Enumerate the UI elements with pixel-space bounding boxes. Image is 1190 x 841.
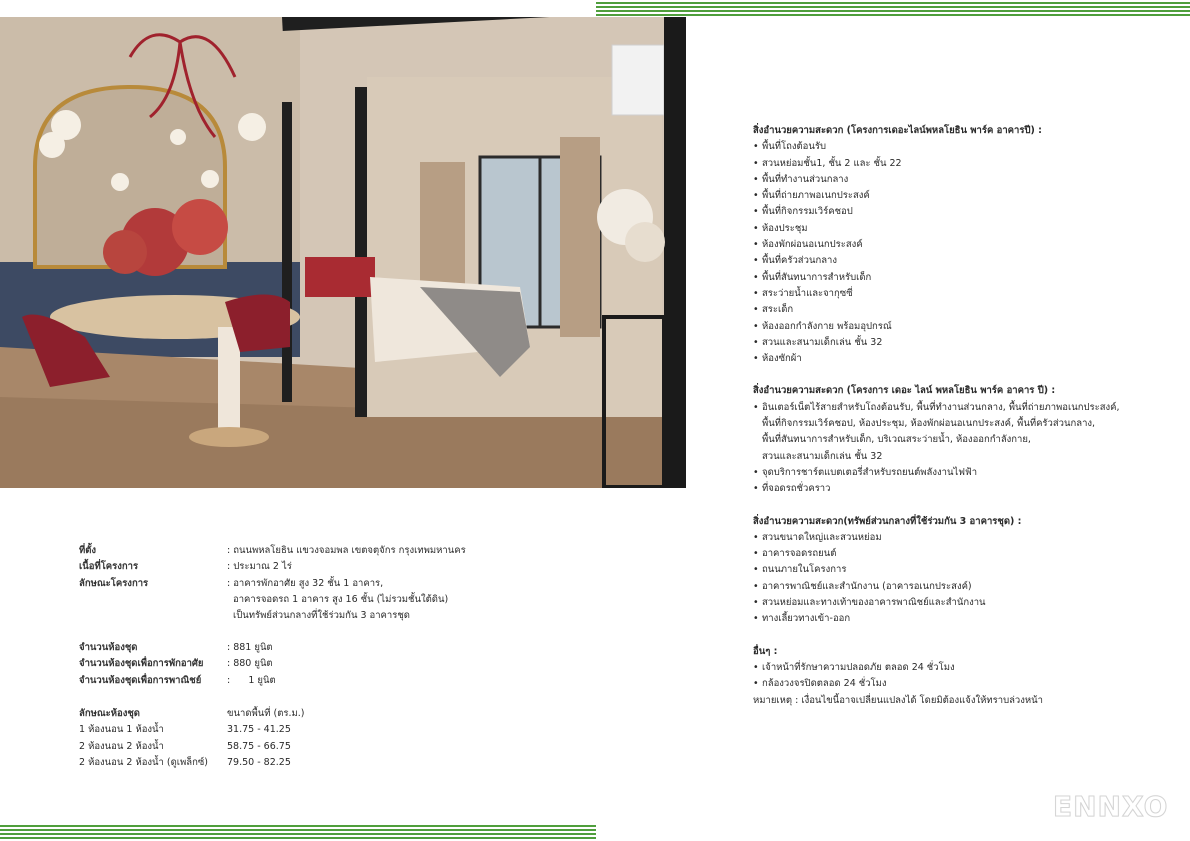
list-item: • ถนนภายในโครงการ [753,562,1173,578]
list-item: • กล้องวงจรปิดตลอด 24 ชั่วโมง [753,676,1173,692]
facilities-group-3 [753,514,1173,628]
location-label: ที่ตั้ง [79,545,97,556]
unit-type-row-3: 2 ห้องนอน 2 ห้องน้ำ (ดูเพล็กซ์) [79,756,209,768]
list-item: • พื้นที่สันทนาการสำหรับเด็ก [753,270,1173,286]
facilities-group-2 [753,383,1173,497]
facilities-3-title: สิ่งอำนวยความสะดวก(ทรัพย์ส่วนกลางที่ใช้ร่วมกัน 3 อาคารชุด) : [753,515,1022,527]
list-item: • พื้นที่โถงต้อนรับ [753,139,1173,155]
others-list [753,660,1173,693]
list-item: • พื้นที่ถ่ายภาพอเนกประสงค์ [753,188,1173,204]
list-item: • พื้นที่ครัวส่วนกลาง [753,253,1173,269]
list-item: • สวนและสนามเด็กเล่น ชั้น 32 [753,335,1173,351]
type-value-2: อาคารจอดรถ 1 อาคาร สูง 16 ชั้น (ไม่รวมชั้นใต้ดิน) [233,593,449,605]
list-item: • เจ้าหน้าที่รักษาความปลอดภัย ตลอด 24 ชั่วโมง [753,660,1173,676]
list-item: • สระว่ายน้ำและจากุซซี่ [753,286,1173,302]
project-info-values [227,543,466,624]
list-item: • จุดบริการชาร์ตแบตเตอรี่สำหรับรถยนต์พลังงานไฟฟ้า [753,465,1173,481]
unit-size-row-3: 79.50 - 82.25 [227,756,291,768]
unit-size-column [227,706,305,771]
facility-2-line-1: • อินเตอร์เน็ตไร้สายสำหรับโถงต้อนรับ, พื้นที่ทำงานส่วนกลาง, พื้นที่ถ่ายภาพอเนกประสงค์, [762,401,1120,413]
residential-units-value: : 880 ยูนิต [227,658,273,670]
commercial-units-label: จำนวนห้องชุดเพื่อการพาณิชย์ [79,674,202,686]
facilities-2-title: สิ่งอำนวยความสะดวก (โครงการ เดอะ ไลน์ พหลโยธิน พาร์ค อาคาร ปี) : [753,385,1056,397]
list-item: • อาคารจอดรถยนต์ [753,546,1173,562]
ennxo-watermark-logo: ENNXO [1053,790,1169,823]
unit-types-table [79,706,208,771]
units-labels [79,640,204,689]
facilities-1-list [753,139,1173,367]
unit-type-header: ลักษณะห้องชุด [79,708,140,719]
top-stripe-decoration [596,2,1190,16]
unit-type-row-1: 1 ห้องนอน 1 ห้องน้ำ [79,724,164,736]
list-item: • สระเด็ก [753,302,1173,318]
type-value-3: เป็นทรัพย์ส่วนกลางที่ใช้ร่วมกัน 3 อาคารชุด [233,610,410,622]
unit-type-row-2: 2 ห้องนอน 2 ห้องน้ำ [79,740,164,752]
facilities-group-1 [753,123,1173,367]
residential-units-label: จำนวนห้องชุดเพื่อการพักอาศัย [79,658,204,670]
list-item: • สวนหย่อมชั้น1, ชั้น 2 และ ชั้น 22 [753,156,1173,172]
others-title: อื่นๆ : [753,645,778,657]
units-values [227,640,276,689]
list-item: • ห้องซักผ้า [753,351,1173,367]
list-item: • ห้องออกกำลังกาย พร้อมอุปกรณ์ [753,319,1173,335]
others-group [753,644,1173,709]
list-item: • ห้องพักผ่อนอเนกประสงค์ [753,237,1173,253]
list-item [753,400,1173,465]
total-units-value: : 881 ยูนิต [227,642,273,653]
facilities-2-list [753,400,1173,498]
facilities-column [753,123,1173,725]
unit-size-row-1: 31.75 - 41.25 [227,724,291,736]
area-value: : ประมาณ 2 ไร่ [227,561,292,573]
type-value-1: : อาคารพักอาศัย สูง 32 ชั้น 1 อาคาร, [227,577,384,589]
location-value: : ถนนพหลโยธิน แขวงจอมพล เขตจตุจักร กรุงเทพมหานคร [227,545,466,556]
unit-size-row-2: 58.75 - 66.75 [227,740,291,752]
list-item: • พื้นที่ทำงานส่วนกลาง [753,172,1173,188]
area-label: เนื้อที่โครงการ [79,561,139,573]
list-item: • ห้องประชุม [753,221,1173,237]
remark-note: หมายเหตุ : เงื่อนไขนี้อาจเปลี่ยนแปลงได้ โดยมิต้องแจ้งให้ทราบล่วงหน้า [753,694,1044,706]
type-label: ลักษณะโครงการ [79,577,149,589]
facility-2-line-4: สวนและสนามเด็กเล่น ชั้น 32 [762,450,883,462]
list-item: • พื้นที่กิจกรรมเวิร์คชอป [753,204,1173,220]
facilities-3-list [753,530,1173,628]
list-item: • อาคารพาณิชย์และสำนักงาน (อาคารอเนกประสงค์) [753,579,1173,595]
commercial-units-value: : 1 ยูนิต [227,674,276,686]
project-info-labels [79,543,148,592]
facility-2-line-3: พื้นที่สันทนาการสำหรับเด็ก, บริเวณสระว่ายน้ำ, ห้องออกกำลังกาย, [762,434,1031,446]
unit-size-header: ขนาดพื้นที่ (ตร.ม.) [227,708,305,719]
bottom-stripe-decoration [0,825,596,839]
total-units-label: จำนวนห้องชุด [79,642,138,653]
list-item: • ที่จอดรถชั่วคราว [753,481,1173,497]
facility-2-line-2: พื้นที่กิจกรรมเวิร์คชอป, ห้องประชุม, ห้องพักผ่อนอเนกประสงค์, พื้นที่ครัวส่วนกลาง, [762,418,1096,430]
list-item: • สวนหย่อมและทางเท้าของอาคารพาณิชย์และสำนักงาน [753,595,1173,611]
list-item: • ทางเลี้ยวทางเข้า-ออก [753,611,1173,627]
facilities-1-title: สิ่งอำนวยความสะดวก (โครงการเดอะไลน์พหลโยธิน พาร์ค อาคารปี) : [753,125,1042,136]
list-item: • สวนขนาดใหญ่และสวนหย่อม [753,530,1173,546]
room-photo [0,17,686,488]
